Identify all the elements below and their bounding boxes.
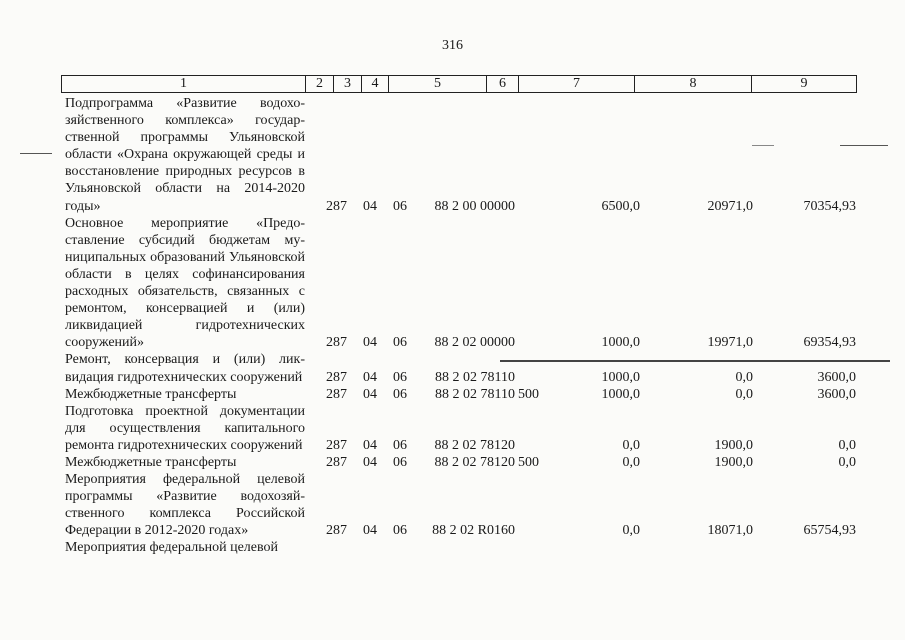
table-row: [65, 351, 865, 385]
row-col-5: 88 2 02 78110: [435, 386, 515, 402]
row-col-7: 1000,0: [601, 335, 640, 351]
header-col-4: 4: [362, 76, 389, 92]
table-row: [65, 215, 865, 352]
table-body: [65, 95, 865, 557]
row-col-3: 04: [363, 386, 377, 402]
row-col-5: 88 2 00 00000: [434, 198, 515, 214]
header-col-2: 2: [306, 76, 334, 92]
row-col-2: 287: [326, 454, 347, 470]
header-col-1: 1: [62, 76, 306, 92]
row-col-4: 06: [393, 437, 407, 453]
row-col-3: 04: [363, 335, 377, 351]
table-row: [65, 454, 865, 471]
row-col-3: 04: [363, 454, 377, 470]
row-col-8: 1900,0: [714, 437, 753, 453]
row-name: Мероприятия федеральной целевой: [65, 540, 278, 556]
table-row: [65, 403, 865, 454]
row-col-2: 287: [326, 198, 347, 214]
row-name: Межбюджетные трансферты: [65, 386, 237, 402]
table-header: [61, 75, 857, 93]
row-col-2: 287: [326, 335, 347, 351]
table-row: [65, 95, 865, 215]
row-col-6: 500: [518, 386, 539, 402]
row-col-2: 287: [326, 523, 347, 539]
row-name: Мероприятия федеральной целевой программы «Развитие водохозяйственного комплекса Российской Федерации в 2012-2020 годах»: [65, 472, 305, 539]
row-col-7: 1000,0: [601, 369, 640, 385]
page-number: 316: [442, 38, 463, 53]
row-col-3: 04: [363, 198, 377, 214]
scan-artifact: [500, 360, 890, 362]
table-row: [65, 386, 865, 403]
row-col-3: 04: [363, 523, 377, 539]
row-col-5: 88 2 02 R0160: [432, 523, 515, 539]
row-col-3: 04: [363, 437, 377, 453]
row-col-2: 287: [326, 369, 347, 385]
row-col-4: 06: [393, 523, 407, 539]
table-row: [65, 539, 865, 556]
table-row: [65, 471, 865, 539]
header-col-8: 8: [635, 76, 752, 92]
row-col-7: 1000,0: [601, 386, 640, 402]
row-col-7: 0,0: [622, 437, 640, 453]
row-col-5: 88 2 02 78120: [434, 454, 515, 470]
row-col-8: 19971,0: [707, 335, 753, 351]
row-col-5: 88 2 02 78120: [434, 437, 515, 453]
row-col-9: 3600,0: [817, 386, 856, 402]
scan-artifact: [752, 145, 774, 146]
header-col-3: 3: [334, 76, 362, 92]
row-col-8: 1900,0: [714, 454, 753, 470]
row-col-4: 06: [393, 369, 407, 385]
row-col-8: 18071,0: [707, 523, 753, 539]
row-name: Основное мероприятие «Предоставление субсидий бюджетам муниципальных образований Ульяновской области в целях софинансирования расходных обязательств, связанных с ремонтом, консервацией и (или) ликвидацией гидротехнических сооружений»: [65, 215, 305, 351]
row-col-4: 06: [393, 454, 407, 470]
row-col-7: 0,0: [622, 454, 640, 470]
row-col-3: 04: [363, 369, 377, 385]
row-name: Межбюджетные трансферты: [65, 454, 237, 470]
row-col-4: 06: [393, 335, 407, 351]
row-col-5: 88 2 02 78110: [435, 369, 515, 385]
row-col-5: 88 2 02 00000: [434, 335, 515, 351]
row-col-2: 287: [326, 437, 347, 453]
header-col-5: 5: [389, 76, 487, 92]
row-col-2: 287: [326, 386, 347, 402]
row-col-8: 20971,0: [707, 198, 753, 214]
row-col-8: 0,0: [735, 386, 753, 402]
row-col-9: 70354,93: [803, 198, 856, 214]
row-name: Подпрограмма «Развитие водохозяйственного комплекса» государственной программы Ульяновской области «Охрана окружающей среды и восстановление природных ресурсов в Ульяновской области на 2014-2020 годы»: [65, 96, 305, 214]
scan-artifact: [20, 153, 52, 154]
header-col-6: 6: [487, 76, 519, 92]
row-col-7: 6500,0: [601, 198, 640, 214]
row-col-4: 06: [393, 198, 407, 214]
row-col-9: 0,0: [838, 454, 856, 470]
row-col-8: 0,0: [735, 369, 753, 385]
scan-artifact: [840, 145, 888, 146]
row-col-6: 500: [518, 454, 539, 470]
row-col-4: 06: [393, 386, 407, 402]
header-col-9: 9: [800, 76, 808, 91]
row-col-7: 0,0: [622, 523, 640, 539]
row-name: Ремонт, консервация и (или) ликвидация гидротехнических сооружений: [65, 352, 305, 385]
row-col-9: 69354,93: [803, 335, 856, 351]
row-col-9: 65754,93: [803, 523, 856, 539]
header-col-7: 7: [519, 76, 635, 92]
row-col-9: 3600,0: [817, 369, 856, 385]
row-col-9: 0,0: [838, 437, 856, 453]
row-name: Подготовка проектной документации для осуществления капитального ремонта гидротехнических сооружений: [65, 403, 305, 453]
